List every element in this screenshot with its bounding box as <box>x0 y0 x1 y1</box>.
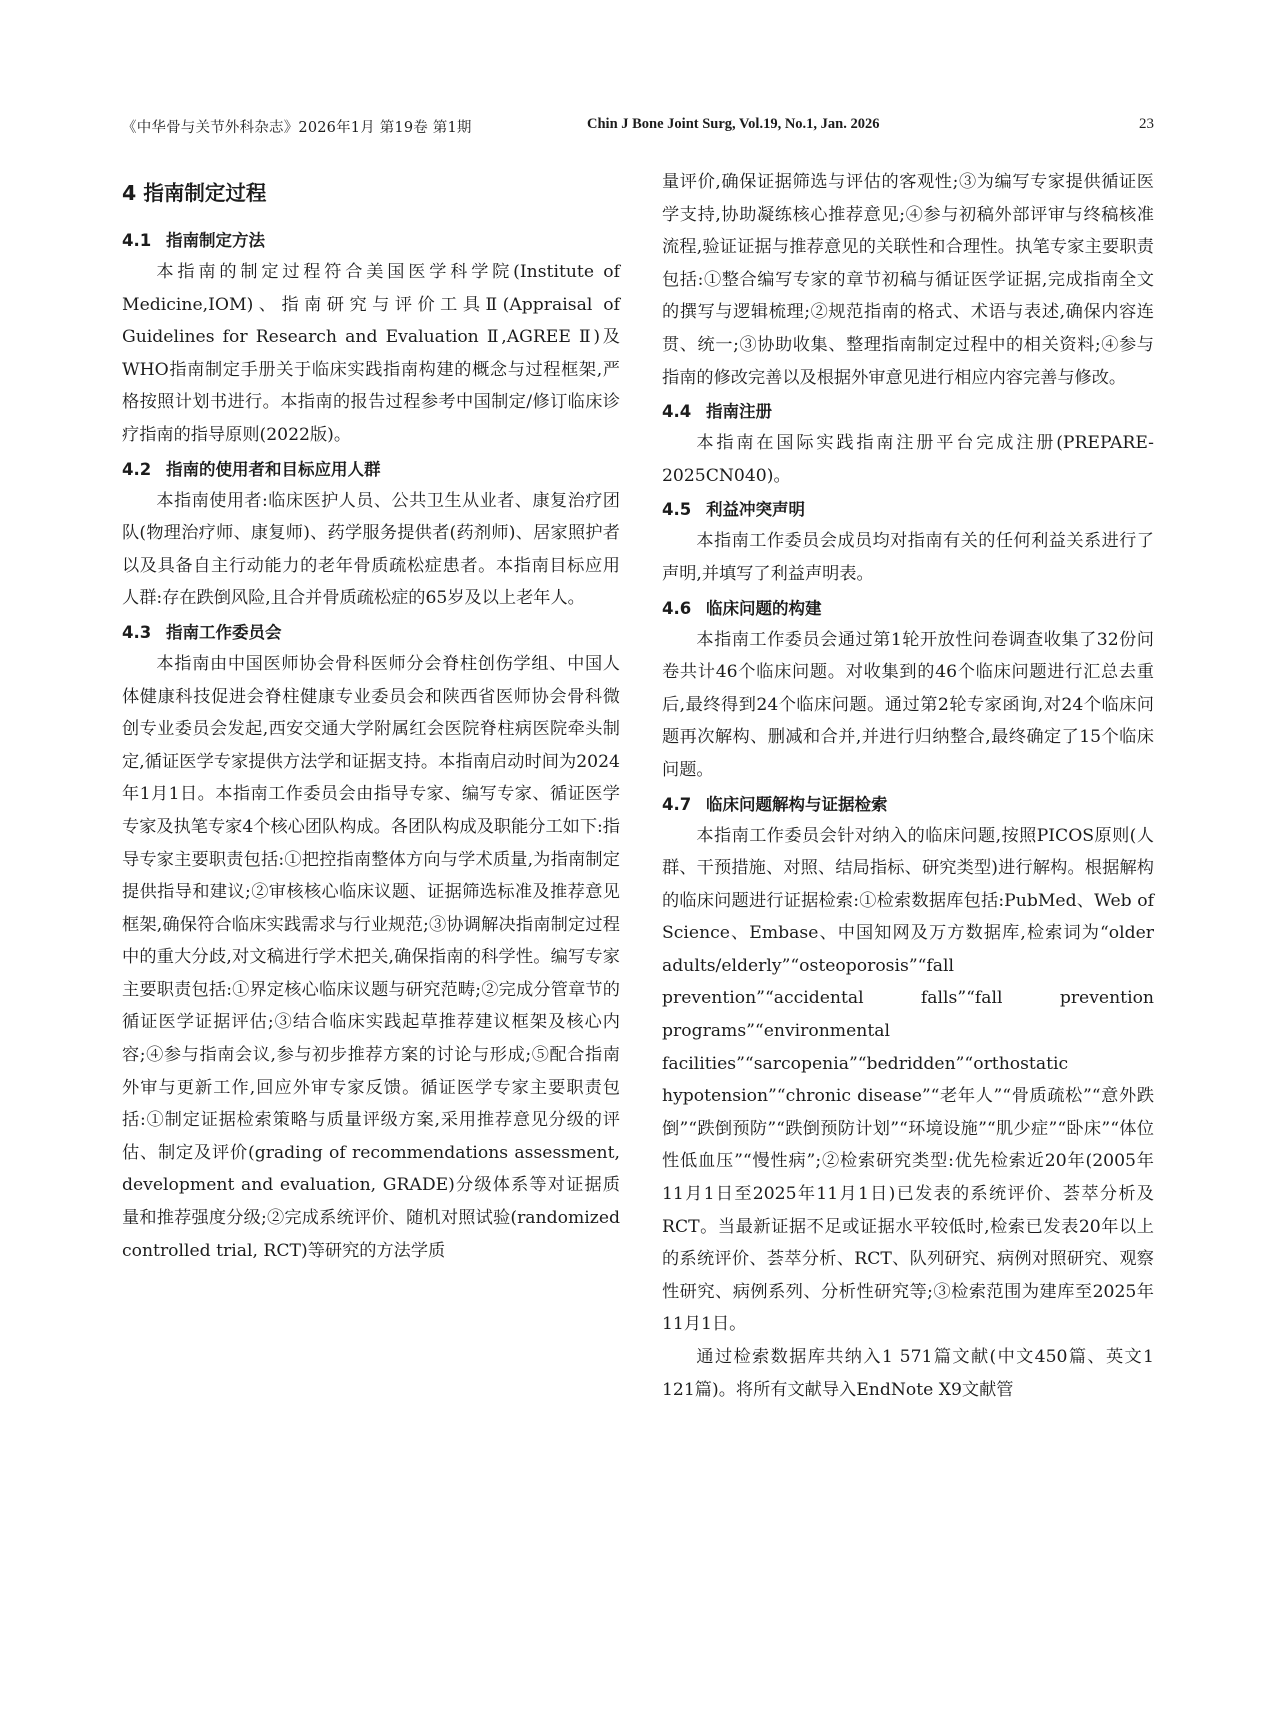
left-column <box>122 166 620 1267</box>
subsection-4-1-heading <box>122 226 620 256</box>
subsection-title: 指南的使用者和目标应用人群 <box>166 459 381 479</box>
subsection-number: 4.6 <box>662 598 692 618</box>
subsection-number: 4.4 <box>662 402 692 422</box>
section-title: 4 指南制定过程 <box>122 181 267 205</box>
paragraph: 本指南工作委员会通过第1轮开放性问卷调查收集了32份问卷共计46个临床问题。对收集到的46个临床问题进行汇总去重后,最终得到24个临床问题。通过第2轮专家函询,对24个临床问题再次解构、删减和合并,并进行归纳整合,最终确定了15个临床问题。 <box>662 629 1154 780</box>
subsection-number: 4.7 <box>662 794 692 814</box>
subsection-4-4-heading <box>662 397 1154 427</box>
subsection-4-7-heading <box>662 790 1154 820</box>
subsection-4-6-heading <box>662 594 1154 624</box>
paragraph: 本指南在国际实践指南注册平台完成注册(PREPARE-2025CN040)。 <box>662 433 1154 486</box>
journal-title-cn: 《中华骨与关节外科杂志》2026年1月 第19卷 第1期 <box>122 120 472 136</box>
subsection-4-5-heading <box>662 495 1154 525</box>
journal-title-en: Chin J Bone Joint Surg, Vol.19, No.1, Jan. 2026 <box>587 116 880 132</box>
page-number: 23 <box>1139 116 1154 132</box>
paragraph: 通过检索数据库共纳入1 571篇文献(中文450篇、英文1 121篇)。将所有文献导入EndNote X9文献管 <box>662 1347 1154 1400</box>
subsection-title: 临床问题解构与证据检索 <box>706 794 888 814</box>
paragraph: 本指南工作委员会针对纳入的临床问题,按照PICOS原则(人群、干预措施、对照、结局指标、研究类型)进行解构。根据解构的临床问题进行证据检索:①检索数据库包括:PubMed、Web of Science、Embase、中国知网及万方数据库,检索词为“older adults/elderly”“osteoporosis”“fall prevention”“accidental falls”“fall prevention programs”“environmental facilities”“sarcopenia”“bedridden”“orthostatic hypotension”“chronic disease”“老年人”“骨质疏松”“意外跌倒”“跌倒预防”“跌倒预防计划”“环境设施”“肌少症”“卧床”“体位性低血压”“慢性病”;②检索研究类型:优先检索近20年(2005年11月1日至2025年11月1日)已发表的系统评价、荟萃分析及RCT。当最新证据不足或证据水平较低时,检索已发表20年以上的系统评价、荟萃分析、RCT、队列研究、病例对照研究、观察性研究、病例系列、分析性研究等;③检索范围为建库至2025年11月1日。 <box>662 825 1154 1335</box>
subsection-number: 4.1 <box>122 231 152 250</box>
right-column <box>662 166 1154 1406</box>
subsection-number: 4.5 <box>662 500 692 520</box>
subsection-title: 指南制定方法 <box>166 231 265 250</box>
paragraph: 本指南使用者:临床医护人员、公共卫生从业者、康复治疗团队(物理治疗师、康复师)、药学服务提供者(药剂师)、居家照护者以及具备自主行动能力的老年骨质疏松症患者。本指南目标应用人群:存在跌倒风险,且合并骨质疏松症的65岁及以上老年人。 <box>122 490 620 609</box>
subsection-number: 4.2 <box>122 459 152 479</box>
running-header <box>122 116 1154 142</box>
subsection-title: 临床问题的构建 <box>706 598 822 618</box>
paragraph: 本指南由中国医师协会骨科医师分会脊柱创伤学组、中国人体健康科技促进会脊柱健康专业委员会和陕西省医师协会骨科微创专业委员会发起,西安交通大学附属红会医院脊柱病医院牵头制定,循证医学专家提供方法学和证据支持。本指南启动时间为2024年1月1日。本指南工作委员会由指导专家、编写专家、循证医学专家及执笔专家4个核心团队构成。各团队构成及职能分工如下:指导专家主要职责包括:①把控指南整体方向与学术质量,为指南制定提供指导和建议;②审核核心临床议题、证据筛选标准及推荐意见框架,确保符合临床实践需求与行业规范;③协调解决指南制定过程中的重大分歧,对文稿进行学术把关,确保指南的科学性。编写专家主要职责包括:①界定核心临床议题与研究范畴;②完成分管章节的循证医学证据评估;③结合临床实践起草推荐建议框架及核心内容;④参与指南会议,参与初步推荐方案的讨论与形成;⑤配合指南外审与更新工作,回应外审专家反馈。循证医学专家主要职责包括:①制定证据检索策略与质量评级方案,采用推荐意见分级的评估、制定及评价(grading of recommendations assessment, development and evaluation, GRADE)分级体系等对证据质量和推荐强度分级;②完成系统评价、随机对照试验(randomized controlled trial, RCT)等研究的方法学质 <box>122 653 620 1261</box>
paragraph: 本指南的制定过程符合美国医学科学院(Institute of Medicine,IOM)、指南研究与评价工具Ⅱ(Appraisal of Guidelines for Research and Evaluation Ⅱ,AGREE Ⅱ)及WHO指南制定手册关于临床实践指南构建的概念与过程框架,严格按照计划书进行。本指南的报告过程参考中国制定/修订临床诊疗指南的指导原则(2022版)。 <box>122 262 620 445</box>
paragraph-continued: 量评价,确保证据筛选与评估的客观性;③为编写专家提供循证医学支持,协助凝练核心推荐意见;④参与初稿外部评审与终稿核准流程,验证证据与推荐意见的关联性和合理性。执笔专家主要职责包括:①整合编写专家的章节初稿与循证医学证据,完成指南全文的撰写与逻辑梳理;②规范指南的格式、术语与表述,确保内容连贯、统一;③协助收集、整理指南制定过程中的相关资料;④参与指南的修改完善以及根据外审意见进行相应内容完善与修改。 <box>662 172 1154 388</box>
paragraph: 本指南工作委员会成员均对指南有关的任何利益关系进行了声明,并填写了利益声明表。 <box>662 531 1154 584</box>
subsection-title: 指南工作委员会 <box>166 622 282 642</box>
subsection-4-3-heading <box>122 618 620 648</box>
subsection-4-2-heading <box>122 455 620 485</box>
subsection-title: 利益冲突声明 <box>706 500 805 520</box>
subsection-number: 4.3 <box>122 622 152 642</box>
subsection-title: 指南注册 <box>706 402 772 422</box>
